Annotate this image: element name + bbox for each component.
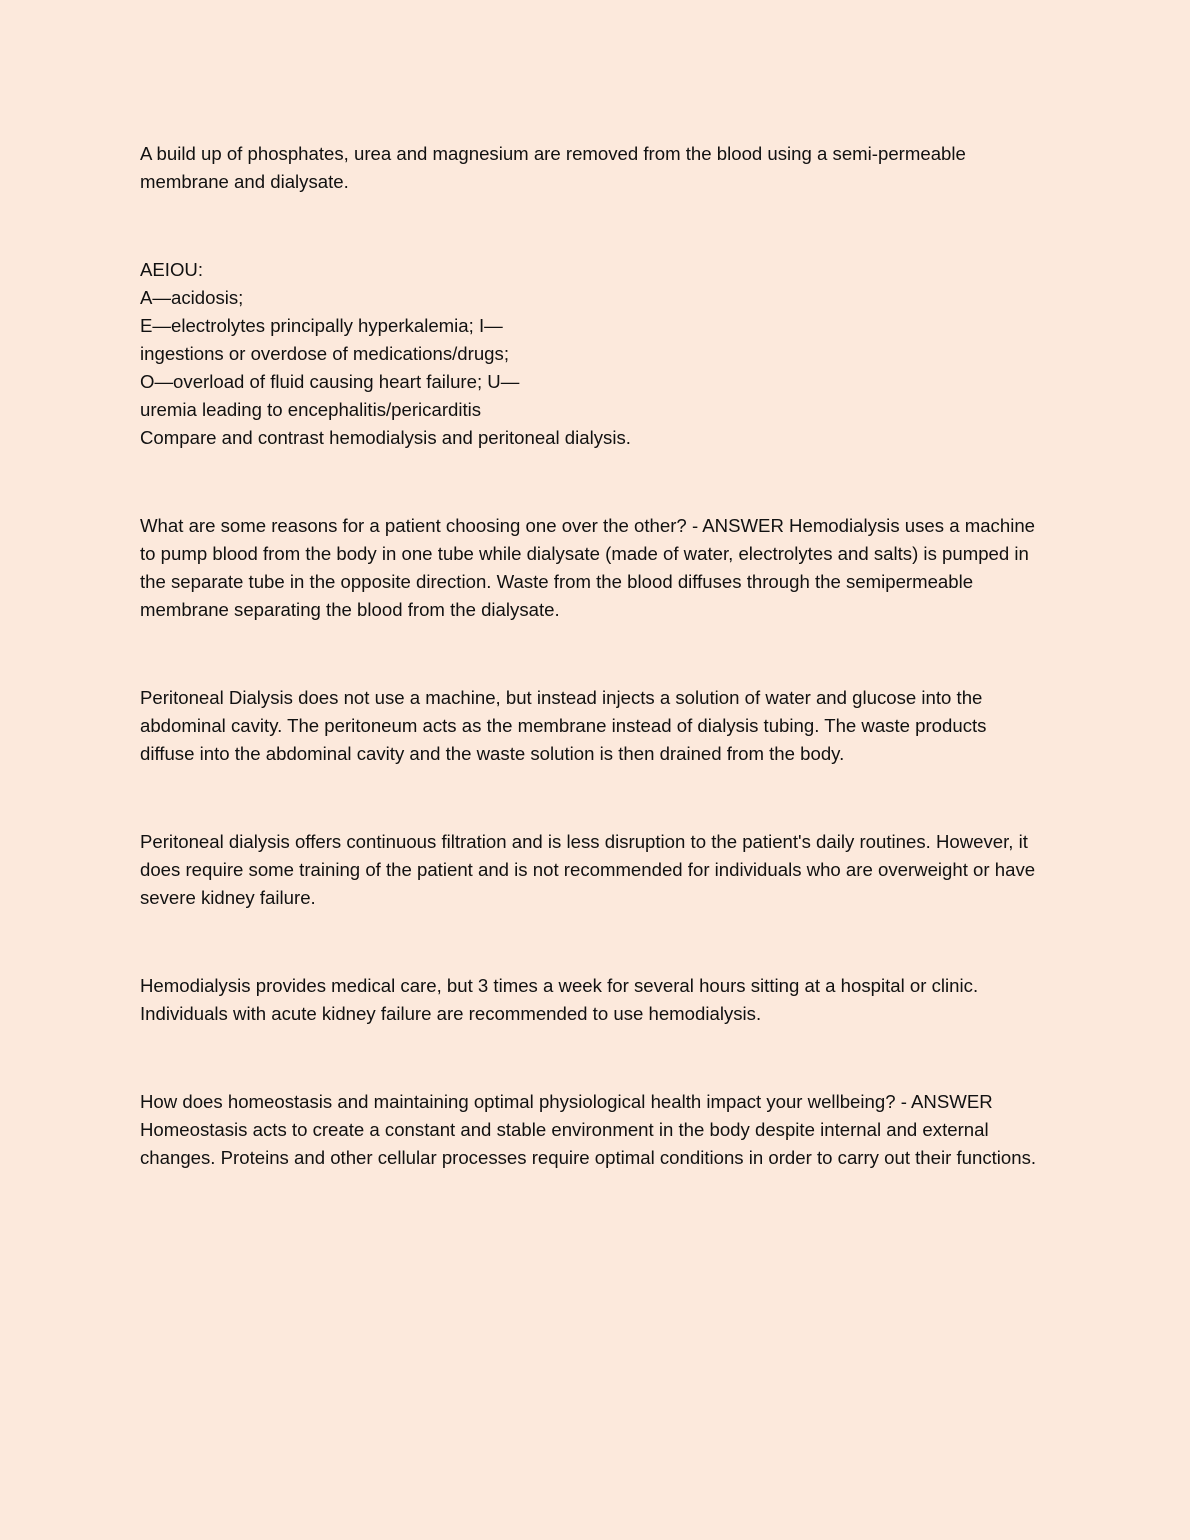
paragraph-peritoneal-dialysis: Peritoneal Dialysis does not use a machine, but instead injects a solution of water and glucose into the abdominal cavity. The peritoneum acts as the membrane instead of dialysis tubing. The waste products diffuse into the abdominal cavity and the waste solution is then drained from the body. — [140, 687, 987, 764]
aeiou-line-e: E—electrolytes principally hyperkalemia; I— — [140, 315, 503, 336]
aeiou-heading: AEIOU: — [140, 259, 204, 280]
paragraph-hemodialysis-answer: What are some reasons for a patient choosing one over the other? - ANSWER Hemodialysis uses a machine to pump blood from the body in one tube while dialysate (made of water, electrolytes and salts) is pumped in the separate tube in the opposite direction. Waste from the blood diffuses through the semipermeable membrane separating the blood from the dialysate. — [140, 515, 1036, 620]
paragraph-homeostasis-answer: How does homeostasis and maintaining optimal physiological health impact your wellbeing? - ANSWER Homeostasis acts to create a constant and stable environment in the body despite internal and external changes. Proteins and other cellular processes require optimal conditions in order to carry out their functions. — [140, 1091, 1037, 1168]
aeiou-line-u: uremia leading to encephalitis/pericarditis — [140, 399, 482, 420]
paragraph-peritoneal-offers: Peritoneal dialysis offers continuous filtration and is less disruption to the patient's daily routines. However, it does require some training of the patient and is not recommended for individuals who are overweight or have severe kidney failure. — [140, 831, 1036, 908]
aeiou-line-i: ingestions or overdose of medications/drugs; — [140, 343, 509, 364]
aeiou-line-a: A—acidosis; — [140, 287, 244, 308]
aeiou-line-o: O—overload of fluid causing heart failure; U— — [140, 371, 520, 392]
paragraph-hemodialysis-care: Hemodialysis provides medical care, but 3 times a week for several hours sitting at a hospital or clinic. Individuals with acute kidney failure are recommended to use hemodialysis. — [140, 975, 979, 1024]
document-content — [140, 140, 1040, 1172]
paragraph-dialysis-removal: A build up of phosphates, urea and magnesium are removed from the blood using a semi-permeable membrane and dialysate. — [140, 143, 966, 192]
paragraph-compare-question: Compare and contrast hemodialysis and peritoneal dialysis. — [140, 427, 631, 448]
